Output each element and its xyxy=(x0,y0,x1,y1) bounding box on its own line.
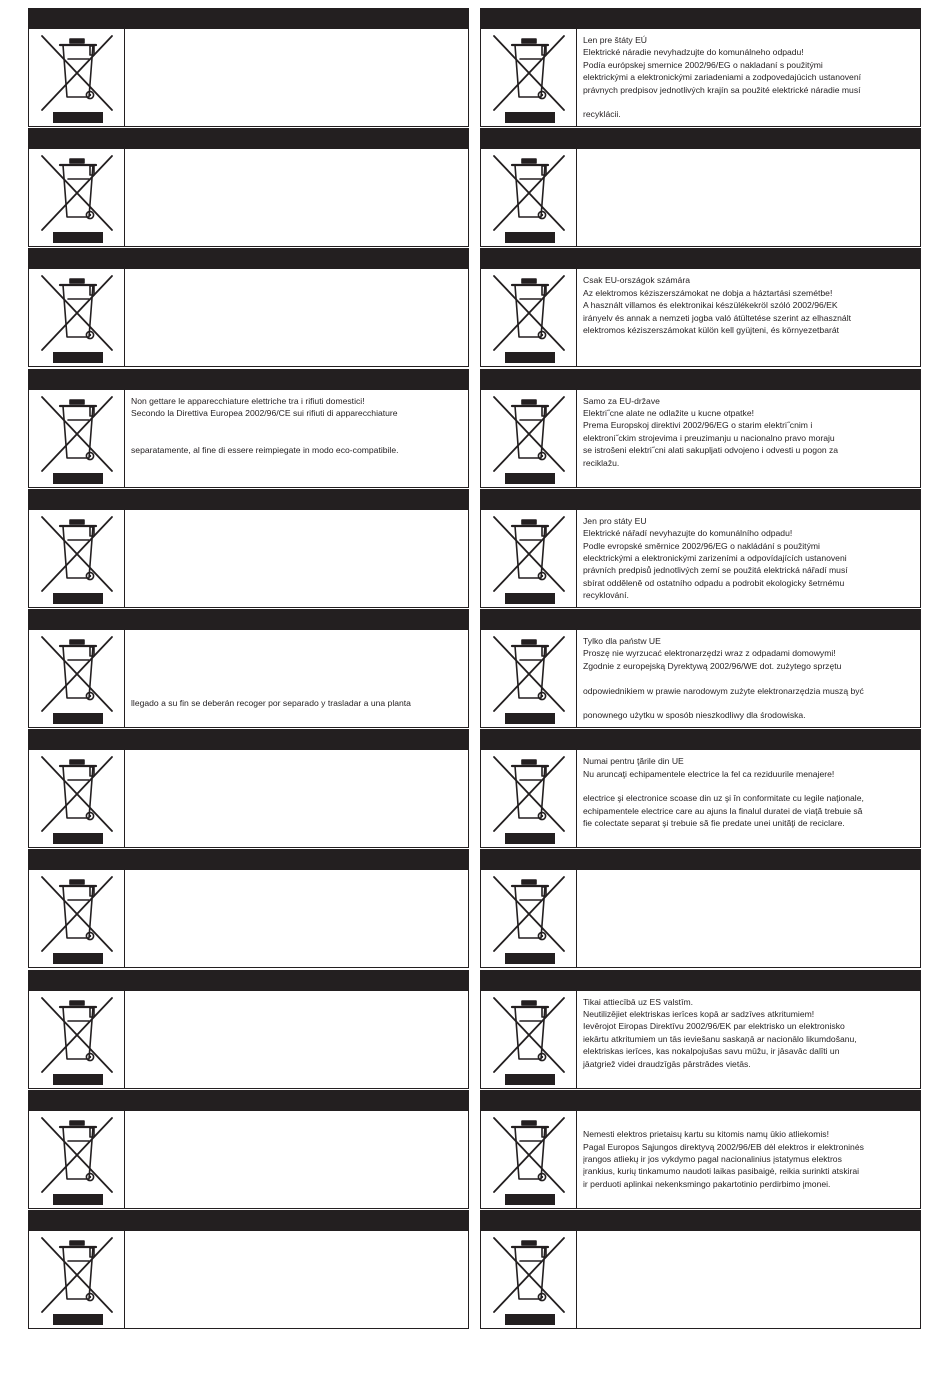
text-line xyxy=(583,1116,913,1128)
section-body xyxy=(480,1231,921,1329)
section-text xyxy=(131,395,461,457)
text-line: Proszę nie wyrzucać elektronarzędzi wraz z odpadami domowymi! xyxy=(583,648,836,659)
black-bar-marking xyxy=(53,833,103,844)
section-header-bar xyxy=(28,1090,469,1111)
icon-cell xyxy=(481,269,577,366)
crossed-out-wheelie-bin-icon xyxy=(491,874,567,954)
icon-cell xyxy=(481,1111,577,1208)
section-text xyxy=(583,755,913,829)
text-line: įrankius, kurių tinkamumo naudoti laikas pasibaigė, reikia surinkti atskirai xyxy=(583,1166,860,1177)
icon-cell xyxy=(29,991,125,1088)
text-line: Secondo la Direttiva Europea 2002/96/CE sui rifiuti di apparecchiature xyxy=(131,408,398,418)
section-body xyxy=(480,991,921,1089)
section-text xyxy=(583,515,913,602)
section-body xyxy=(480,510,921,608)
text-line: įrangos atliekų ir jos vykdymo pagal nacionalinius įstatymus elektros xyxy=(583,1154,842,1165)
text-line: Tylko dla państw UE xyxy=(583,636,661,646)
text-line: Len pre štáty EÚ xyxy=(583,35,648,45)
section-body xyxy=(28,991,469,1089)
text-line xyxy=(583,96,913,108)
section-text xyxy=(583,34,913,121)
crossed-out-wheelie-bin-icon xyxy=(491,394,567,474)
section-header-bar xyxy=(480,970,921,991)
black-bar-marking xyxy=(505,833,555,844)
black-bar-marking xyxy=(505,1194,555,1205)
black-bar-marking xyxy=(53,593,103,604)
section-header-bar xyxy=(480,248,921,269)
section-header-bar xyxy=(480,489,921,510)
text-line: reciklažu. xyxy=(583,457,620,468)
section-header-bar xyxy=(28,970,469,991)
text-line: Nemesti elektros prietaisų kartu su kitomis namų ūkio atliekomis! xyxy=(583,1129,829,1140)
section-body xyxy=(28,390,469,488)
text-line: elektromos kéziszerszámokat külön kell gyüjteni, és környezetbarát xyxy=(583,325,840,336)
black-bar-marking xyxy=(53,473,103,484)
text-line: ponownego użytku w sposób nieszkodliwy dla środowiska. xyxy=(583,710,806,721)
text-line: Tikai attiecībā uz ES valstīm. xyxy=(583,996,694,1007)
section-header-bar xyxy=(480,8,921,29)
black-bar-marking xyxy=(505,1074,555,1085)
icon-cell xyxy=(481,750,577,847)
section-text xyxy=(583,996,913,1070)
section-text xyxy=(583,274,913,336)
black-bar-marking xyxy=(53,1314,103,1325)
text-line: Az elektromos kéziszerszámokat ne dobja a háztartási szemétbe! xyxy=(583,287,833,298)
icon-cell xyxy=(481,149,577,246)
section-body xyxy=(28,149,469,247)
text-line: recyklování. xyxy=(583,590,629,601)
section-body xyxy=(28,269,469,367)
black-bar-marking xyxy=(53,1194,103,1205)
text-line: electrice şi electronice scoase din uz şi în conformitate cu legile naţionale, xyxy=(583,793,864,804)
black-bar-marking xyxy=(505,953,555,964)
crossed-out-wheelie-bin-icon xyxy=(39,634,115,714)
text-line: Podía európskej smernice 2002/96/EG o nakladaní s použitými xyxy=(583,59,823,70)
text-line xyxy=(583,780,913,792)
text-line: elektriskas ierīces, kas nokalpojušas savu mūžu, ir jāsavāc dalīti un xyxy=(583,1046,840,1057)
text-line xyxy=(131,660,461,672)
section-body xyxy=(480,1111,921,1209)
section-header-bar xyxy=(480,1090,921,1111)
section-header-bar xyxy=(28,609,469,630)
text-line: recyklácii. xyxy=(583,109,621,120)
crossed-out-wheelie-bin-icon xyxy=(491,1235,567,1315)
crossed-out-wheelie-bin-icon xyxy=(39,273,115,353)
crossed-out-wheelie-bin-icon xyxy=(491,273,567,353)
section-header-bar xyxy=(480,849,921,870)
section-header-bar xyxy=(28,489,469,510)
icon-cell xyxy=(481,510,577,607)
text-line: Elektrické nářadí nevyhazujte do komunálního odpadu! xyxy=(583,528,793,539)
text-line xyxy=(131,672,461,684)
text-line: Elektrické náradie nevyhadzujte do komunálneho odpadu! xyxy=(583,47,804,58)
text-line: iekārtu atkritumiem un tās ieviešanu saskaņā ar nacionālo likumdošanu, xyxy=(583,1033,857,1044)
black-bar-marking xyxy=(53,112,103,123)
crossed-out-wheelie-bin-icon xyxy=(39,995,115,1075)
section-body xyxy=(28,870,469,968)
icon-cell xyxy=(481,870,577,967)
crossed-out-wheelie-bin-icon xyxy=(491,514,567,594)
section-text xyxy=(583,395,913,469)
black-bar-marking xyxy=(53,713,103,724)
text-line: Jen pro státy EU xyxy=(583,515,647,526)
crossed-out-wheelie-bin-icon xyxy=(491,754,567,834)
text-line xyxy=(583,672,913,684)
text-line: Podle evropské směrnice 2002/96/EG o nakládání s použitými xyxy=(583,540,820,551)
text-line: fie colectate separat şi trebuie să fie predate unei unităţi de reciclare. xyxy=(583,818,845,829)
text-line xyxy=(131,432,461,444)
text-line: ir perduoti aplinkai nekenksmingo pakartotinio perdirbimo įmonei. xyxy=(583,1178,831,1189)
crossed-out-wheelie-bin-icon xyxy=(491,153,567,233)
icon-cell xyxy=(29,1111,125,1208)
section-text xyxy=(583,1116,913,1190)
icon-cell xyxy=(29,269,125,366)
black-bar-marking xyxy=(505,1314,555,1325)
section-body xyxy=(480,149,921,247)
section-header-bar xyxy=(480,369,921,390)
crossed-out-wheelie-bin-icon xyxy=(39,754,115,834)
text-line: se istrošeni elektri˝cni alati sakupljati odvojeno i odvesti u pogon za xyxy=(583,445,839,456)
icon-cell xyxy=(29,510,125,607)
section-header-bar xyxy=(28,1210,469,1231)
text-line: elektroni˝ckim strojevima i preuzimanju u nacionalno pravo moraju xyxy=(583,432,835,443)
black-bar-marking xyxy=(505,473,555,484)
section-header-bar xyxy=(480,609,921,630)
crossed-out-wheelie-bin-icon xyxy=(491,1115,567,1195)
section-body xyxy=(480,29,921,127)
section-header-bar xyxy=(28,369,469,390)
icon-cell xyxy=(29,750,125,847)
text-line: llegado a su fin se deberán recoger por separado y trasladar a una planta xyxy=(131,698,411,709)
crossed-out-wheelie-bin-icon xyxy=(39,1115,115,1195)
section-body xyxy=(480,870,921,968)
icon-cell xyxy=(481,630,577,727)
text-line: odpowiednikiem w prawie narodowym zużyte elektronarzędzia muszą być xyxy=(583,685,864,696)
text-line xyxy=(131,685,461,697)
crossed-out-wheelie-bin-icon xyxy=(39,1235,115,1315)
crossed-out-wheelie-bin-icon xyxy=(39,514,115,594)
icon-cell xyxy=(481,29,577,126)
text-line: sbírat odděleně od ostatního odpadu a podrobit ekologicky šetrnému xyxy=(583,577,845,588)
icon-cell xyxy=(29,630,125,727)
crossed-out-wheelie-bin-icon xyxy=(491,634,567,714)
icon-cell xyxy=(481,991,577,1088)
section-text xyxy=(131,635,461,709)
section-body xyxy=(28,510,469,608)
section-body xyxy=(28,1111,469,1209)
text-line xyxy=(131,635,461,647)
text-line: irányelv és annak a nemzeti jogba való átültetése szerint az elhasznált xyxy=(583,312,851,323)
icon-cell xyxy=(29,1231,125,1328)
section-body xyxy=(480,630,921,728)
section-body xyxy=(480,390,921,488)
black-bar-marking xyxy=(505,112,555,123)
icon-cell xyxy=(29,870,125,967)
text-line: Pagal Europos Sąjungos direktyvą 2002/96/EB dėl elektros ir elektroninės xyxy=(583,1141,864,1152)
text-line: Prema Europskoj direktivi 2002/96/EG o starim elektri˝cnim i xyxy=(583,420,813,431)
icon-cell xyxy=(29,29,125,126)
section-body xyxy=(28,750,469,848)
text-line: separatamente, al fine di essere reimpiegate in modo eco-compatibile. xyxy=(131,445,399,456)
text-line: Csak EU-országok számára xyxy=(583,275,690,286)
section-header-bar xyxy=(480,128,921,149)
black-bar-marking xyxy=(505,593,555,604)
black-bar-marking xyxy=(505,352,555,363)
section-body xyxy=(28,630,469,728)
crossed-out-wheelie-bin-icon xyxy=(39,153,115,233)
text-line: Numai pentru ţările din UE xyxy=(583,756,684,767)
section-header-bar xyxy=(28,729,469,750)
black-bar-marking xyxy=(53,953,103,964)
icon-cell xyxy=(481,390,577,487)
text-line: Elektri˝cne alate ne odlažite u kucne otpatke! xyxy=(583,408,755,418)
section-text xyxy=(583,635,913,722)
black-bar-marking xyxy=(53,232,103,243)
black-bar-marking xyxy=(505,713,555,724)
crossed-out-wheelie-bin-icon xyxy=(491,995,567,1075)
icon-cell xyxy=(29,149,125,246)
black-bar-marking xyxy=(53,1074,103,1085)
text-line: Nu aruncaţi echipamentele electrice la fel ca reziduurile menajere! xyxy=(583,768,835,779)
black-bar-marking xyxy=(505,232,555,243)
black-bar-marking xyxy=(53,352,103,363)
text-line: Samo za EU-države xyxy=(583,395,660,406)
text-line: elektrickými a elektronickými zariadeniami a zodpovedajúcich ustanovení xyxy=(583,72,861,83)
text-line: echipamentele electrice care au ajuns la finalul duratei de viaţă trebuie să xyxy=(583,805,863,816)
text-line: Non gettare le apparecchiature elettriche tra i rifiuti domestici! xyxy=(131,395,365,406)
section-body xyxy=(28,29,469,127)
section-body xyxy=(28,1231,469,1329)
crossed-out-wheelie-bin-icon xyxy=(39,874,115,954)
crossed-out-wheelie-bin-icon xyxy=(491,33,567,113)
section-header-bar xyxy=(480,729,921,750)
section-body xyxy=(480,750,921,848)
section-header-bar xyxy=(28,849,469,870)
text-line: elecktrickými a elektronickými zarizeními a odpovídajících ustanoveni xyxy=(583,553,847,564)
text-line xyxy=(131,647,461,659)
text-line: Zgodnie z europejską Dyrektywą 2002/96/WE dot. zużytego sprzętu xyxy=(583,660,842,671)
section-header-bar xyxy=(28,248,469,269)
icon-cell xyxy=(481,1231,577,1328)
text-line xyxy=(131,419,461,431)
icon-cell xyxy=(29,390,125,487)
crossed-out-wheelie-bin-icon xyxy=(39,394,115,474)
text-line: A használt villamos és elektronikai készülékekröl szóló 2002/96/EK xyxy=(583,300,838,311)
section-body xyxy=(480,269,921,367)
text-line: právnych predpisov jednotlivých krajín sa použité elektrické náradie musí xyxy=(583,84,861,95)
section-header-bar xyxy=(28,128,469,149)
text-line: Ievērojot Eiropas Direktīvu 2002/96/EK par elektrisko un elektronisko xyxy=(583,1021,845,1032)
text-line: jāatgriež videi draudzīgās pārstrādes vietās. xyxy=(583,1058,751,1069)
section-header-bar xyxy=(28,8,469,29)
text-line xyxy=(583,697,913,709)
section-header-bar xyxy=(480,1210,921,1231)
text-line: právních predpisů jednotlivých zemí se použitá elektrická nářadí musí xyxy=(583,565,848,576)
crossed-out-wheelie-bin-icon xyxy=(39,33,115,113)
text-line: Neutilizējiet elektriskas ierīces kopā ar sadzīves atkritumiem! xyxy=(583,1009,815,1019)
